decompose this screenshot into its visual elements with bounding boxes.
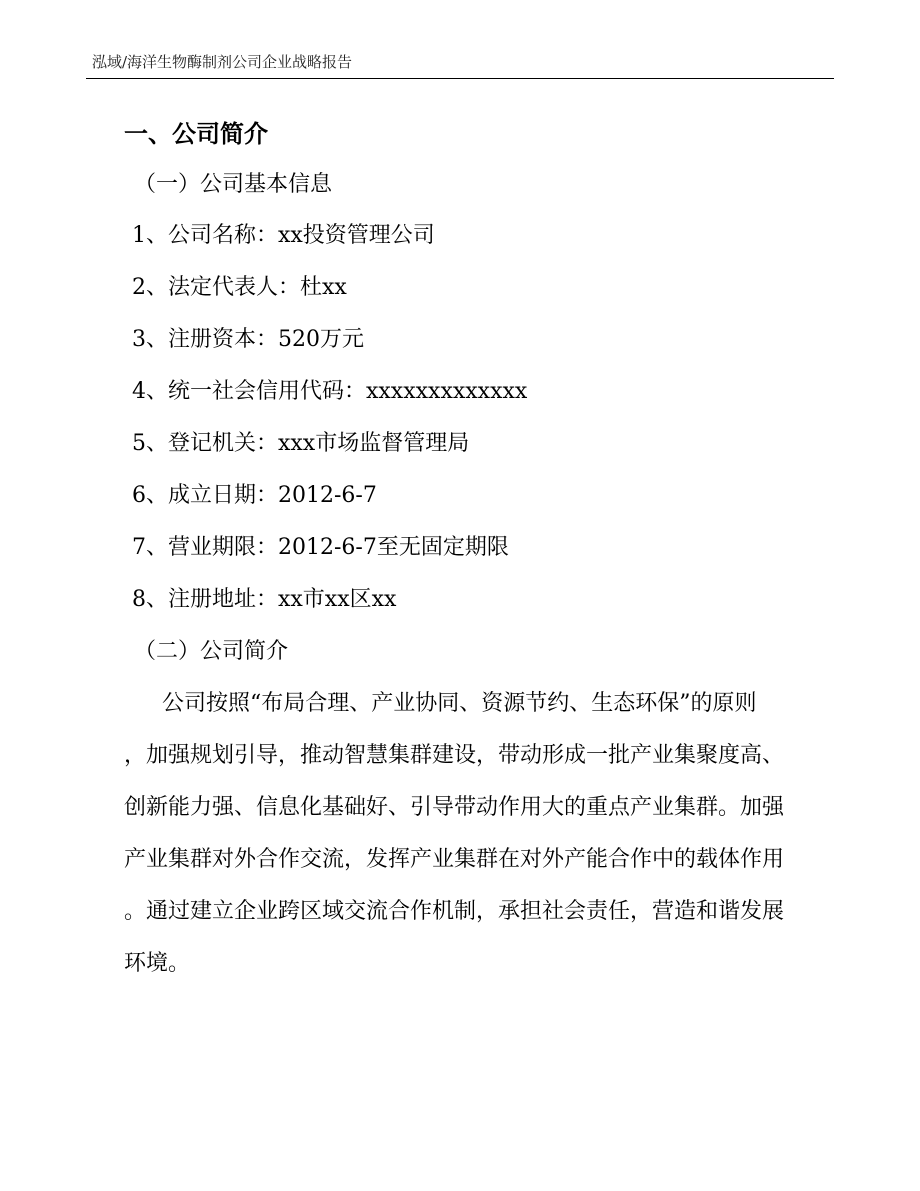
info-registered-capital: 3、注册资本：520万元	[132, 327, 364, 352]
paragraph-line: 环境。	[124, 951, 191, 976]
info-credit-code: 4、统一社会信用代码：xxxxxxxxxxxxx	[132, 379, 528, 404]
info-registration-authority: 5、登记机关：xxx市场监督管理局	[132, 431, 470, 456]
paragraph-line: 。通过建立企业跨区域交流合作机制，承担社会责任，营造和谐发展	[124, 899, 785, 924]
info-established-date: 6、成立日期：2012-6-7	[132, 483, 377, 508]
subheading-company-profile: （二）公司简介	[134, 639, 289, 664]
paragraph-line: 公司按照“布局合理、产业协同、资源节约、生态环保”的原则	[162, 691, 757, 716]
paragraph-line: 产业集群对外合作交流，发挥产业集群在对外产能合作中的载体作用	[124, 847, 785, 872]
header-divider	[86, 78, 834, 79]
info-company-name: 1、公司名称：xx投资管理公司	[132, 223, 435, 248]
info-legal-representative: 2、法定代表人：杜xx	[132, 275, 347, 300]
info-registered-address: 8、注册地址：xx市xx区xx	[132, 587, 397, 612]
subheading-basic-info: （一）公司基本信息	[134, 172, 333, 197]
running-header: 泓域/海洋生物酶制剂公司企业战略报告	[92, 53, 353, 71]
paragraph-line: 创新能力强、信息化基础好、引导带动作用大的重点产业集群。加强	[124, 795, 785, 820]
section-heading: 一、公司简介	[124, 119, 268, 148]
paragraph-line: ，加强规划引导，推动智慧集群建设，带动形成一批产业集聚度高、	[124, 743, 785, 768]
info-business-term: 7、营业期限：2012-6-7至无固定期限	[132, 535, 509, 560]
